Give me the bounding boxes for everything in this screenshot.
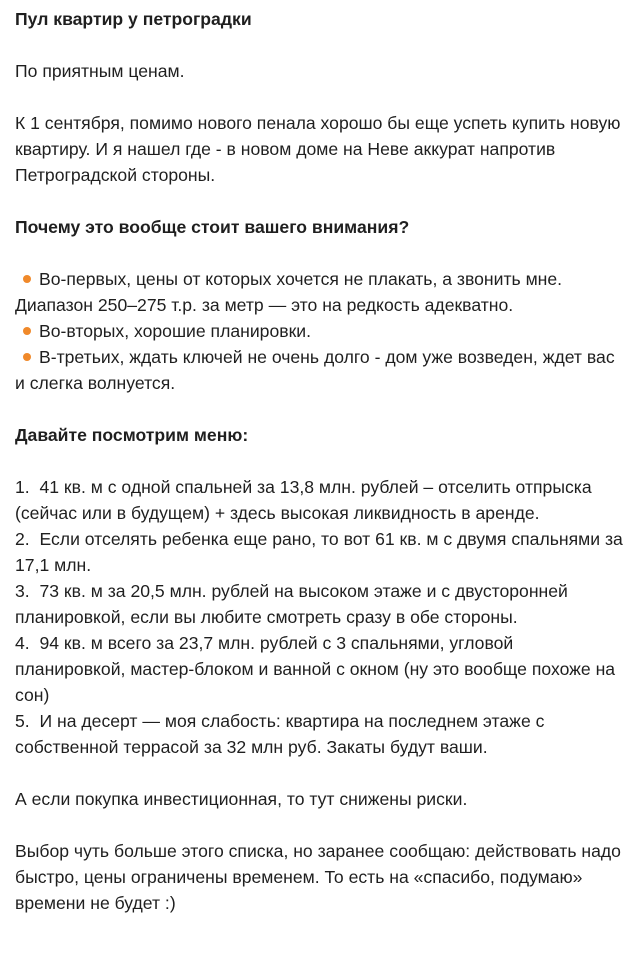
list-item-text: И на десерт — моя слабость: квартира на последнем этаже с собственной террасой за 32 млн руб. Закаты будут ваши. bbox=[15, 711, 545, 757]
list-number: 2. bbox=[15, 529, 30, 549]
bullet-text: В-третьих, ждать ключей не очень долго - дом уже возведен, ждет вас и слегка волнуется. bbox=[15, 347, 615, 393]
list-item-text: 94 кв. м всего за 23,7 млн. рублей с 3 спальнями, угловой планировкой, мастер-блоком и ванной с окном (ну это вообще похоже на сон) bbox=[15, 633, 616, 705]
bullet-text: Во-вторых, хорошие планировки. bbox=[39, 321, 312, 341]
list-item bbox=[15, 630, 624, 708]
list-item bbox=[15, 344, 624, 396]
list-item-text: 73 кв. м за 20,5 млн. рублей на высоком этаже и с двусторонней планировкой, если вы любите смотреть сразу в обе стороны. bbox=[15, 581, 568, 627]
heading-why: Почему это вообще стоит вашего внимания? bbox=[15, 217, 410, 237]
list-number: 1. bbox=[15, 477, 30, 497]
paragraph-september: К 1 сентября, помимо нового пенала хорошо бы еще успеть купить новую квартиру. И я нашел где - в новом доме на Неве аккурат напротив Петроградской стороны. bbox=[15, 113, 621, 185]
list-item bbox=[15, 266, 624, 318]
list-item-text: 41 кв. м с одной спальней за 13,8 млн. рублей – отселить отпрыска (сейчас или в будущем) + здесь высокая ликвидность в аренде. bbox=[15, 477, 592, 523]
benefits-list bbox=[15, 266, 624, 396]
bullet-dot-icon bbox=[23, 275, 31, 283]
list-item-text: Если отселять ребенка еще рано, то вот 61 кв. м с двумя спальнями за 17,1 млн. bbox=[15, 529, 623, 575]
bullet-dot-icon bbox=[23, 327, 31, 335]
bullet-text: Во-первых, цены от которых хочется не плакать, а звонить мне. Диапазон 250–275 т.р. за метр — это на редкость адекватно. bbox=[15, 269, 563, 315]
post-title: Пул квартир у петроградки bbox=[15, 9, 252, 29]
list-item bbox=[15, 578, 624, 630]
list-number: 4. bbox=[15, 633, 30, 653]
list-number: 3. bbox=[15, 581, 30, 601]
list-item bbox=[15, 474, 624, 526]
closing-text: Выбор чуть больше этого списка, но заранее сообщаю: действовать надо быстро, цены ограничены временем. То есть на «спасибо, подумаю» времени не будет :) bbox=[15, 841, 621, 913]
heading-menu: Давайте посмотрим меню: bbox=[15, 425, 249, 445]
list-number: 5. bbox=[15, 711, 30, 731]
list-item bbox=[15, 526, 624, 578]
investment-note: А если покупка инвестиционная, то тут снижены риски. bbox=[15, 789, 468, 809]
apartment-menu-list bbox=[15, 474, 624, 760]
bullet-dot-icon bbox=[23, 353, 31, 361]
list-item bbox=[15, 318, 624, 344]
list-item bbox=[15, 708, 624, 760]
intro-text: По приятным ценам. bbox=[15, 61, 185, 81]
